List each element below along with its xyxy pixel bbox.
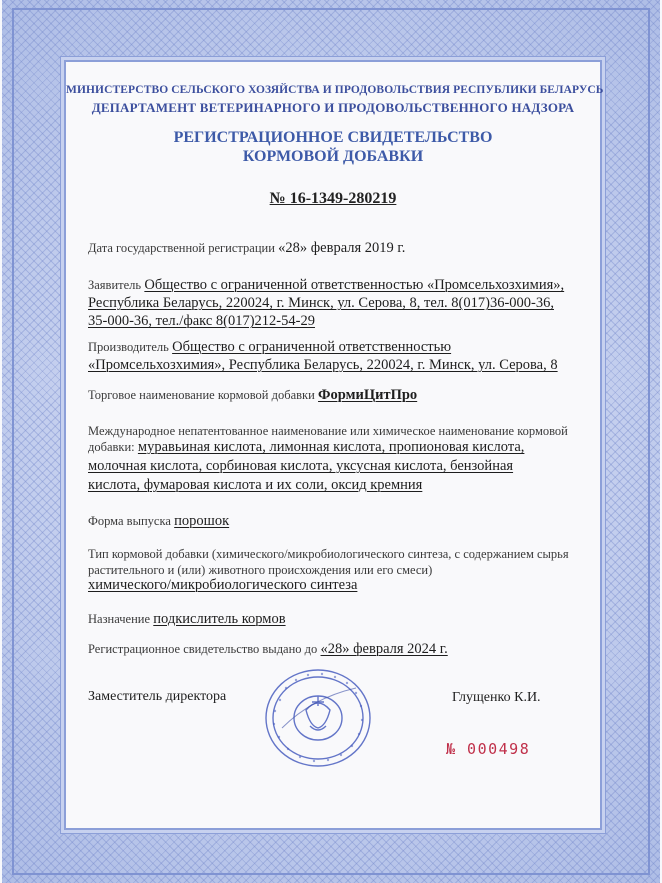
- registration-date-row: [88, 240, 405, 257]
- inn-row-1: [88, 439, 524, 456]
- manufacturer-line2: «Промсельхозхимия», Республика Беларусь, 220024, г. Минск, ул. Серова, 8: [88, 357, 558, 373]
- signatory-name: Глущенко К.И.: [452, 690, 541, 705]
- inn-label-row-1: [88, 423, 568, 439]
- additive-type-value: химического/микробиологического синтеза: [88, 577, 358, 593]
- signatory-position-row: [88, 688, 226, 705]
- manufacturer-row-2: [88, 357, 558, 374]
- inn-value-line3: кислота, фумаровая кислота и их соли, оксид кремния: [88, 477, 423, 493]
- purpose-value: подкислитель кормов: [153, 611, 286, 627]
- manufacturer-row-1: [88, 339, 451, 356]
- applicant-line2: Республика Беларусь, 220024, г. Минск, ул. Серова, 8, тел. 8(017)36-000-36,: [88, 295, 554, 311]
- document-title-line1: РЕГИСТРАЦИОННОЕ СВИДЕТЕЛЬСТВО: [173, 129, 493, 146]
- applicant-row-3: [88, 313, 315, 330]
- applicant-row-1: [88, 277, 564, 294]
- inn-label-line2: добавки:: [88, 440, 135, 454]
- purpose-row: [88, 611, 286, 628]
- inn-value-line1: муравьиная кислота, лимонная кислота, пропионовая кислота,: [137, 439, 525, 455]
- signatory-name-row: [452, 689, 541, 706]
- valid-until-label: Регистрационное свидетельство выдано до: [88, 642, 318, 656]
- official-stamp-icon: [262, 666, 374, 770]
- additive-type-label-row-2: [88, 562, 432, 578]
- additive-type-label-line2: растительного и (или) животного происхождения или его смеси): [88, 563, 433, 577]
- inn-label-line1: Международное непатентованное наименование или химическое наименование кормовой: [88, 424, 568, 438]
- valid-until-row: [88, 641, 448, 658]
- registration-date-label: Дата государственной регистрации: [88, 241, 275, 255]
- applicant-label: Заявитель: [88, 278, 142, 292]
- department-heading: ДЕПАРТАМЕНТ ВЕТЕРИНАРНОГО И ПРОДОВОЛЬСТВЕННОГО НАДЗОРА: [91, 100, 575, 115]
- registration-date-value: «28» февраля 2019 г.: [278, 240, 406, 256]
- trade-name-label: Торговое наименование кормовой добавки: [88, 388, 315, 402]
- applicant-line1: Общество с ограниченной ответственностью «Промсельхозхимия»,: [144, 277, 565, 293]
- document-title-line2: КОРМОВОЙ ДОБАВКИ: [242, 148, 424, 165]
- applicant-row-2: [88, 295, 554, 312]
- purpose-label: Назначение: [88, 612, 151, 626]
- signatory-position: Заместитель директора: [88, 689, 227, 704]
- additive-type-label-line1: Тип кормовой добавки (химического/микробиологического синтеза, с содержанием сырья: [88, 547, 569, 561]
- certificate-body: [64, 60, 602, 830]
- certificate-number: № 16-1349-280219: [269, 190, 397, 207]
- additive-type-row: [88, 577, 357, 594]
- manufacturer-label: Производитель: [88, 340, 169, 354]
- trade-name-row: [88, 387, 417, 404]
- inn-row-2: [88, 458, 513, 475]
- ministry-heading: МИНИСТЕРСТВО СЕЛЬСКОГО ХОЗЯЙСТВА И ПРОДОВОЛЬСТВИЯ РЕСПУБЛИКИ БЕЛАРУСЬ: [66, 84, 604, 96]
- inn-value-line2: молочная кислота, сорбиновая кислота, уксусная кислота, бензойная: [88, 458, 514, 474]
- additive-type-label-row-1: [88, 546, 569, 562]
- form-label: Форма выпуска: [88, 514, 171, 528]
- form-row: [88, 513, 229, 530]
- serial-number: № 000498: [446, 740, 531, 758]
- trade-name-value: ФормиЦитПро: [318, 387, 418, 403]
- valid-until-value: «28» февраля 2024 г.: [320, 641, 448, 657]
- inn-row-3: [88, 477, 422, 494]
- manufacturer-line1: Общество с ограниченной ответственностью: [172, 339, 452, 355]
- form-value: порошок: [174, 513, 230, 529]
- applicant-line3: 35-000-36, тел./факс 8(017)212-54-29: [88, 313, 315, 329]
